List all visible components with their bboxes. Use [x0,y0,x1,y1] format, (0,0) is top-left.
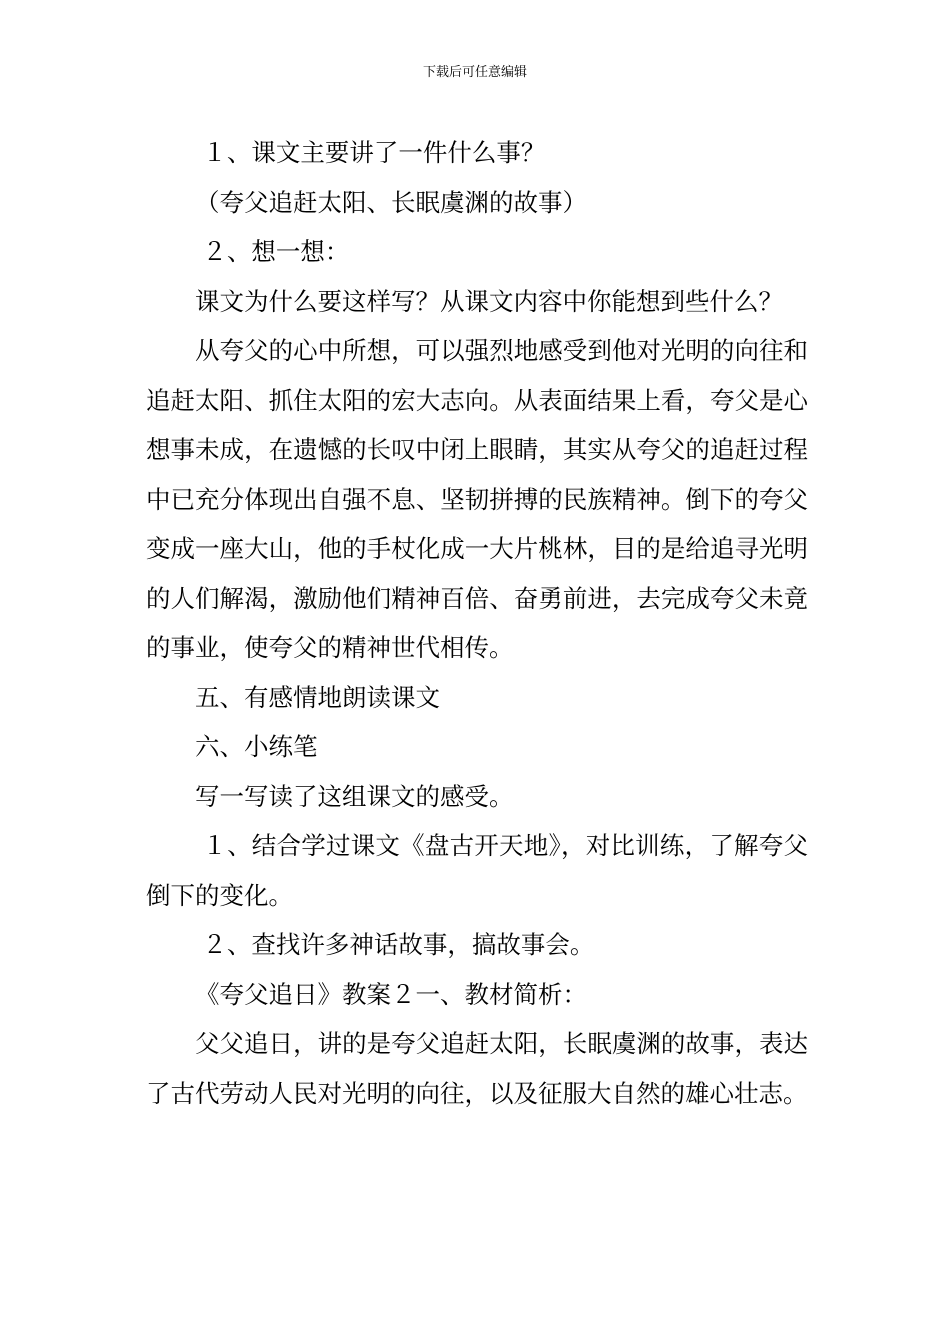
paragraph-task-1: １、结合学过课文《盘古开天地》，对比训练，了解夸父倒下的变化。 [146,831,808,910]
paragraph-task-2: ２、查找许多神话故事，搞故事会。 [202,930,595,959]
paragraph-question-1: １、课文主要讲了一件什么事？ [202,138,546,167]
section-heading-6: 六、小练笔 [195,732,318,761]
paragraph-material-analysis: 父父追日，讲的是夸父追赶太阳，长眠虞渊的故事，表达了古代劳动人民对光明的向往，以及征服大自然的雄心壮志。 [146,1029,808,1108]
document-body [146,128,808,1118]
paragraph-question-2: ２、想一想： [202,237,350,266]
section-heading-5: 五、有感情地朗读课文 [195,682,440,712]
paragraph-analysis: 从夸父的心中所想，可以强烈地感受到他对光明的向往和追赶太阳、抓住太阳的宏大志向。从表面结果上看，夸父是心想事未成，在遗憾的长叹中闭上眼睛，其实从夸父的追赶过程中已充分体现出自强不息、坚韧拼搏的民族精神。倒下的夸父变成一座大山，他的手杖化成一大片桃林，目的是给追寻光明的人们解渴，激励他们精神百倍、奋勇前进，去完成夸父未竟的事业，使夸父的精神世代相传。 [146,336,808,662]
paragraph-writing-task: 写一写读了这组课文的感受。 [195,781,514,811]
paragraph-answer-1: （夸父追赶太阳、长眠虞渊的故事） [195,187,587,217]
paragraph-question-2-detail: 课文为什么要这样写？从课文内容中你能想到些什么？ [195,286,783,316]
section-heading-lesson-2: 《夸父追日》教案２一、教材简析： [195,979,587,1009]
page-header: 下载后可任意编辑 [422,65,527,80]
